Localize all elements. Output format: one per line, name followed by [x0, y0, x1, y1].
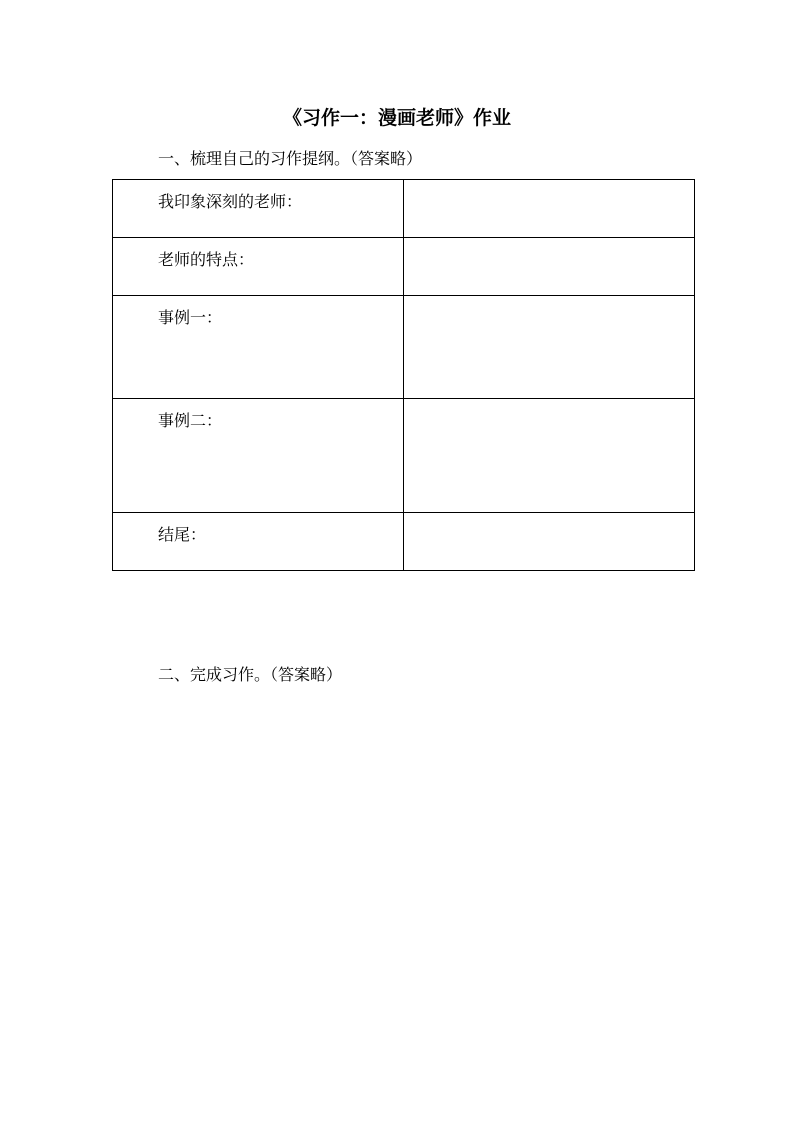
- outline-label-cell: [113, 238, 404, 296]
- outline-row-example-two: [113, 399, 695, 513]
- outline-table: [112, 179, 695, 571]
- outline-label: 老师的特点：: [158, 250, 255, 269]
- outline-label: 事例一：: [158, 308, 223, 327]
- outline-label-cell: [113, 399, 404, 513]
- outline-row-example-one: [113, 296, 695, 399]
- outline-label-cell: [113, 513, 404, 571]
- section-2-heading: 二、完成习作。（答案略）: [158, 665, 343, 684]
- outline-label: 事例二：: [158, 411, 223, 430]
- outline-answer-cell[interactable]: [404, 296, 695, 399]
- outline-row-memorable-teacher: [113, 180, 695, 238]
- outline-label-cell: [113, 180, 404, 238]
- outline-label-cell: [113, 296, 404, 399]
- document-title: 《习作一：漫画老师》作业: [282, 107, 511, 129]
- outline-answer-cell[interactable]: [404, 180, 695, 238]
- outline-row-ending: [113, 513, 695, 571]
- outline-answer-cell[interactable]: [404, 399, 695, 513]
- section-1-heading: 一、梳理自己的习作提纲。（答案略）: [158, 149, 423, 168]
- outline-row-teacher-traits: [113, 238, 695, 296]
- outline-answer-cell[interactable]: [404, 238, 695, 296]
- outline-answer-cell[interactable]: [404, 513, 695, 571]
- outline-label: 结尾：: [158, 525, 207, 544]
- outline-label: 我印象深刻的老师：: [158, 192, 303, 211]
